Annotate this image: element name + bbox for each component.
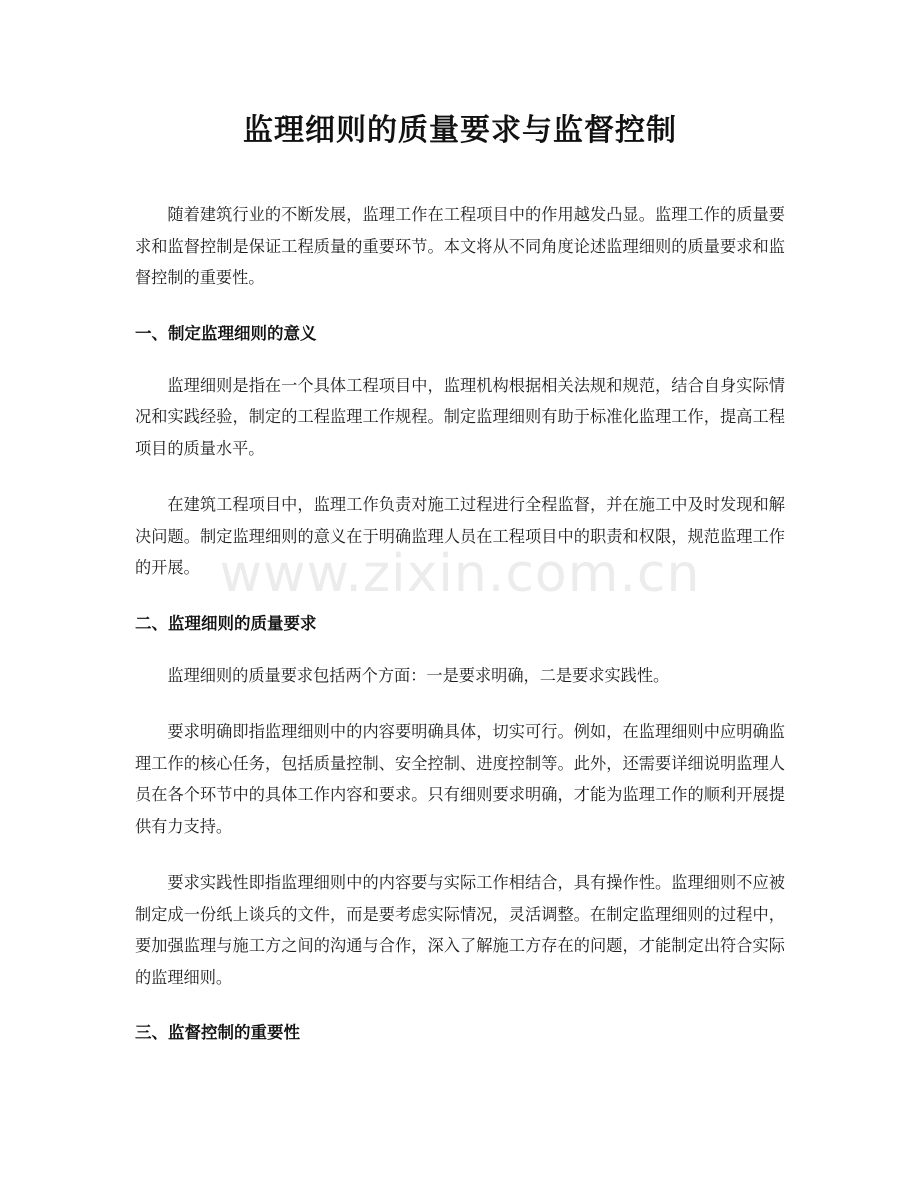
section-2-paragraph-3: 要求实践性即指监理细则中的内容要与实际工作相结合，具有操作性。监理细则不应被制定成一份纸上谈兵的文件，而是要考虑实际情况，灵活调整。在制定监理细则的过程中，要加强监理与施工方之间的沟通与合作，深入了解施工方存在的问题，才能制定出符合实际的监理细则。 <box>135 873 785 987</box>
watermark: www.zixin.com.cn <box>219 544 701 604</box>
section-1-paragraph-2: 在建筑工程项目中，监理工作负责对施工过程进行全程监督，并在施工中及时发现和解决问题。制定监理细则的意义在于明确监理人员在工程项目中的职责和权限，规范监理工作的开展。 <box>135 495 785 577</box>
section-2-paragraph-1: 监理细则的质量要求包括两个方面：一是要求明确，二是要求实践性。 <box>167 665 670 685</box>
section-1-paragraph-1: 监理细则是指在一个具体工程项目中，监理机构根据相关法规和规范，结合自身实际情况和实践经验，制定的工程监理工作规程。制定监理细则有助于标准化监理工作，提高工程项目的质量水平。 <box>135 375 785 458</box>
section-1-heading: 一、制定监理细则的意义 <box>135 323 317 343</box>
section-2-paragraph-2: 要求明确即指监理细则中的内容要明确具体，切实可行。例如，在监理细则中应明确监理工作的核心任务，包括质量控制、安全控制、进度控制等。此外，还需要详细说明监理人员在各个环节中的具体工作内容和要求。只有细则要求明确，才能为监理工作的顺利开展提供有力支持。 <box>135 722 785 836</box>
section-2-heading: 二、监理细则的质量要求 <box>135 613 317 633</box>
section-3-heading: 三、监督控制的重要性 <box>135 1023 300 1042</box>
document-title: 监理细则的质量要求与监督控制 <box>243 113 677 148</box>
intro-paragraph: 随着建筑行业的不断发展，监理工作在工程项目中的作用越发凸显。监理工作的质量要求和监督控制是保证工程质量的重要环节。本文将从不同角度论述监理细则的质量要求和监督控制的重要性。 <box>135 205 785 287</box>
